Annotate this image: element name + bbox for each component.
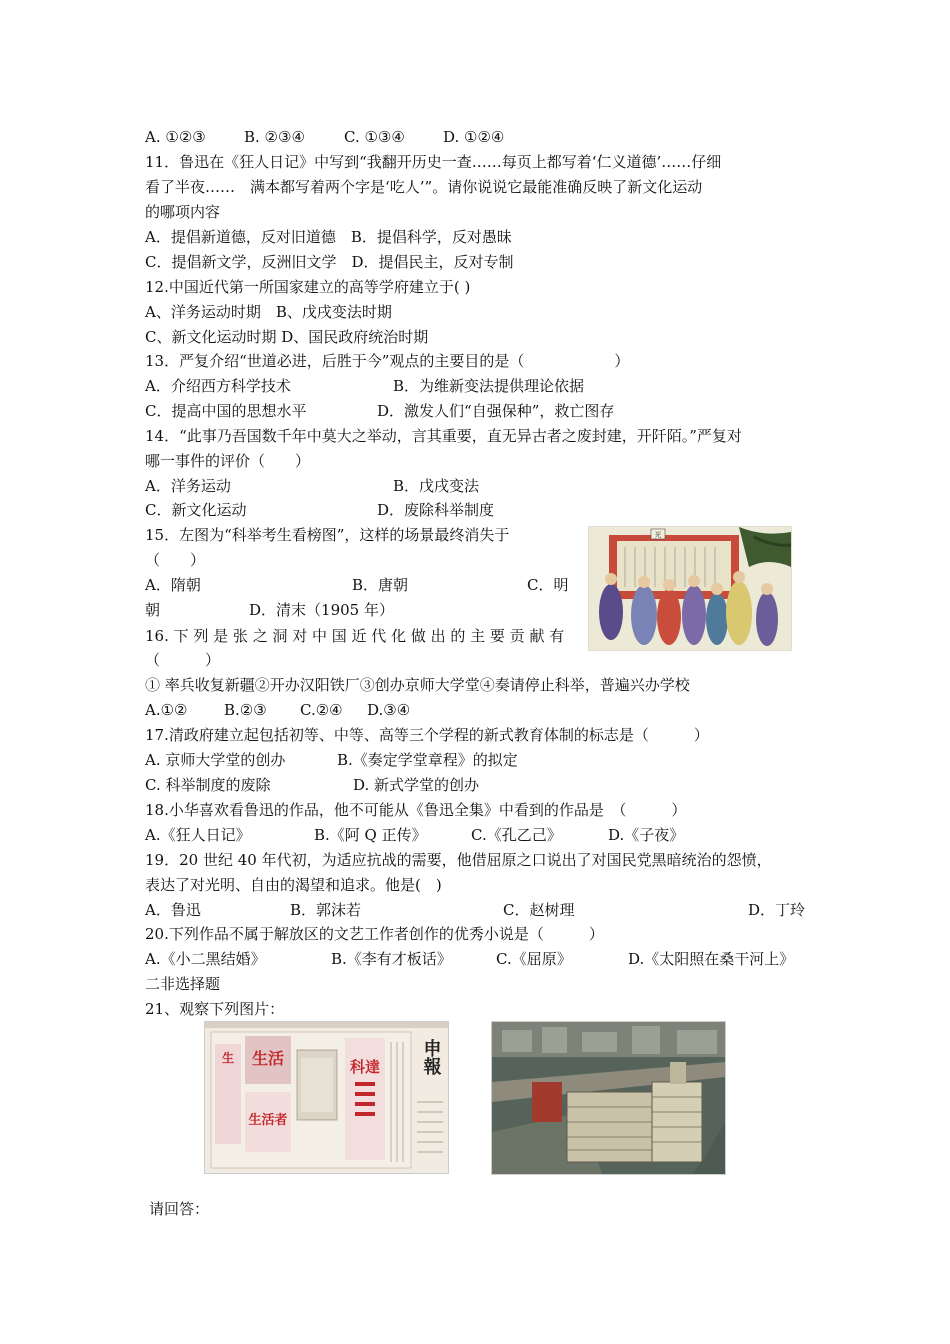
q16-option-b: B.②③ bbox=[224, 701, 267, 719]
q16-items: ① 率兵收复新疆②开办汉阳铁厂③创办京师大学堂④奏请停止科举，普遍兴办学校 bbox=[145, 676, 690, 694]
q16-stem-line1: 16. 下 列 是 张 之 洞 对 中 国 近 代 化 做 出 的 主 要 贡 献 有 bbox=[145, 627, 565, 645]
ad-text-brand: 科達 bbox=[349, 1058, 381, 1076]
q14-stem-line2: 哪一事件的评价（ ） bbox=[145, 452, 311, 470]
q15-stem-line1: 15．左图为“科举考生看榜图”，这样的场景最终消失于 bbox=[145, 526, 510, 544]
q20-stem: 20.下列作品不属于解放区的文艺工作者创作的优秀小说是（ ） bbox=[145, 925, 604, 943]
q14-option-d: D．废除科举制度 bbox=[377, 501, 495, 519]
q13-option-b: B．为维新变法提供理论依据 bbox=[393, 377, 585, 395]
q14-stem-line1: 14．“此事乃吾国数千年中莫大之举动，言其重要，直无异古者之废封建，开阡陌。”严复对 bbox=[145, 427, 742, 445]
q16-option-a: A.①② bbox=[145, 701, 188, 719]
shenbao-newspaper-image bbox=[204, 1021, 449, 1174]
q11-stem-line1: 11．鲁迅在《狂人日记》中写到“我翻开历史一查……每页上都写着‘仁义道德’……仔细 bbox=[145, 153, 722, 171]
shenbao-building-image bbox=[491, 1021, 726, 1175]
q12-stem: 12.中国近代第一所国家建立的高等学府建立于( ) bbox=[145, 278, 471, 296]
q18-option-b: B.《阿 Q 正传》 bbox=[314, 826, 427, 844]
q18-stem: 18.小华喜欢看鲁迅的作品，他不可能从《鲁迅全集》中看到的作品是 （ ） bbox=[145, 801, 687, 819]
answer-prompt: 请回答： bbox=[149, 1200, 210, 1218]
q11-options-line2: C．提倡新文学，反洲旧文学 D．提倡民主，反对专制 bbox=[145, 253, 514, 271]
q15-option-d: D．清末（1905 年） bbox=[249, 601, 394, 619]
q20-option-a: A.《小二黑结婚》 bbox=[145, 950, 266, 968]
q10-option-b: B. ②③④ bbox=[244, 128, 305, 146]
q14-option-a: A．洋务运动 bbox=[145, 477, 231, 495]
q21-stem: 21、观察下列图片： bbox=[145, 1000, 285, 1018]
q13-option-d: D．激发人们“自强保种”，救亡图存 bbox=[377, 402, 615, 420]
q19-option-b: B．郭沫若 bbox=[290, 901, 362, 919]
q18-option-a: A.《狂人日记》 bbox=[145, 826, 251, 844]
q15-option-c-cont: 朝 bbox=[145, 601, 161, 619]
q17-option-d: D. 新式学堂的创办 bbox=[353, 776, 480, 794]
newspaper-masthead: 申報 bbox=[420, 1039, 442, 1075]
q13-stem: 13．严复介绍“世道必进，后胜于今”观点的主要目的是（ ） bbox=[145, 352, 630, 370]
q13-option-a: A．介绍西方科学技术 bbox=[145, 377, 291, 395]
q14-option-c: C．新文化运动 bbox=[145, 501, 247, 519]
ad-text-life-2: 生活者 bbox=[248, 1113, 288, 1128]
q18-option-d: D.《子夜》 bbox=[608, 826, 685, 844]
q19-option-c: C．赵树理 bbox=[503, 901, 575, 919]
q15-option-b: B．唐朝 bbox=[352, 576, 409, 594]
sign-text: 光 bbox=[654, 531, 662, 539]
q10-option-a: A. ①②③ bbox=[145, 128, 206, 146]
q15-stem-line2: （ ） bbox=[145, 551, 206, 569]
q11-options-line1: A．提倡新道德，反对旧道德 B．提倡科学，反对愚昧 bbox=[145, 228, 512, 246]
q12-options-line2: C、新文化运动时期 D、国民政府统治时期 bbox=[145, 328, 429, 346]
q17-option-c: C. 科举制度的废除 bbox=[145, 776, 271, 794]
q10-option-d: D. ①②④ bbox=[443, 128, 505, 146]
q16-option-c: C.②④ bbox=[300, 701, 343, 719]
q14-option-b: B．戊戌变法 bbox=[393, 477, 480, 495]
section-heading: 二非选择题 bbox=[145, 975, 221, 993]
q10-option-c: C. ①③④ bbox=[344, 128, 405, 146]
q20-option-b: B.《李有才板话》 bbox=[331, 950, 452, 968]
q19-stem-line2: 表达了对光明、自由的渴望和追求。他是( ) bbox=[145, 876, 442, 894]
q17-stem: 17.清政府建立起包括初等、中等、高等三个学程的新式教育体制的标志是（ ） bbox=[145, 726, 709, 744]
exam-results-illustration bbox=[588, 526, 792, 651]
q13-option-c: C．提高中国的思想水平 bbox=[145, 402, 307, 420]
q18-option-c: C.《孔乙己》 bbox=[471, 826, 562, 844]
q19-stem-line1: 19．20 世纪 40 年代初，为适应抗战的需要，他借屈原之口说出了对国民党黑暗统治的怨愤， bbox=[145, 851, 772, 869]
q20-option-d: D.《太阳照在桑干河上》 bbox=[628, 950, 795, 968]
q19-option-a: A．鲁迅 bbox=[145, 901, 201, 919]
q16-option-d: D.③④ bbox=[367, 701, 411, 719]
q17-option-b: B.《奏定学堂章程》的拟定 bbox=[337, 751, 518, 769]
q20-option-c: C.《屈原》 bbox=[496, 950, 572, 968]
q15-option-a: A．隋朝 bbox=[145, 576, 201, 594]
q12-options-line1: A、洋务运动时期 B、戊戌变法时期 bbox=[145, 303, 392, 321]
q11-stem-line3: 的哪项内容 bbox=[145, 203, 221, 221]
q15-option-c: C．明 bbox=[527, 576, 569, 594]
q17-option-a: A. 京师大学堂的创办 bbox=[145, 751, 286, 769]
q19-option-d: D．丁玲 bbox=[748, 901, 806, 919]
ad-text-1: 生 bbox=[221, 1051, 235, 1065]
q16-stem-line2: （ ） bbox=[145, 651, 221, 669]
ad-text-life: 生活 bbox=[251, 1049, 285, 1068]
q11-stem-line2: 看了半夜…… 满本都写着两个字是‘吃人’”。请你说说它最能准确反映了新文化运动 bbox=[145, 178, 703, 196]
